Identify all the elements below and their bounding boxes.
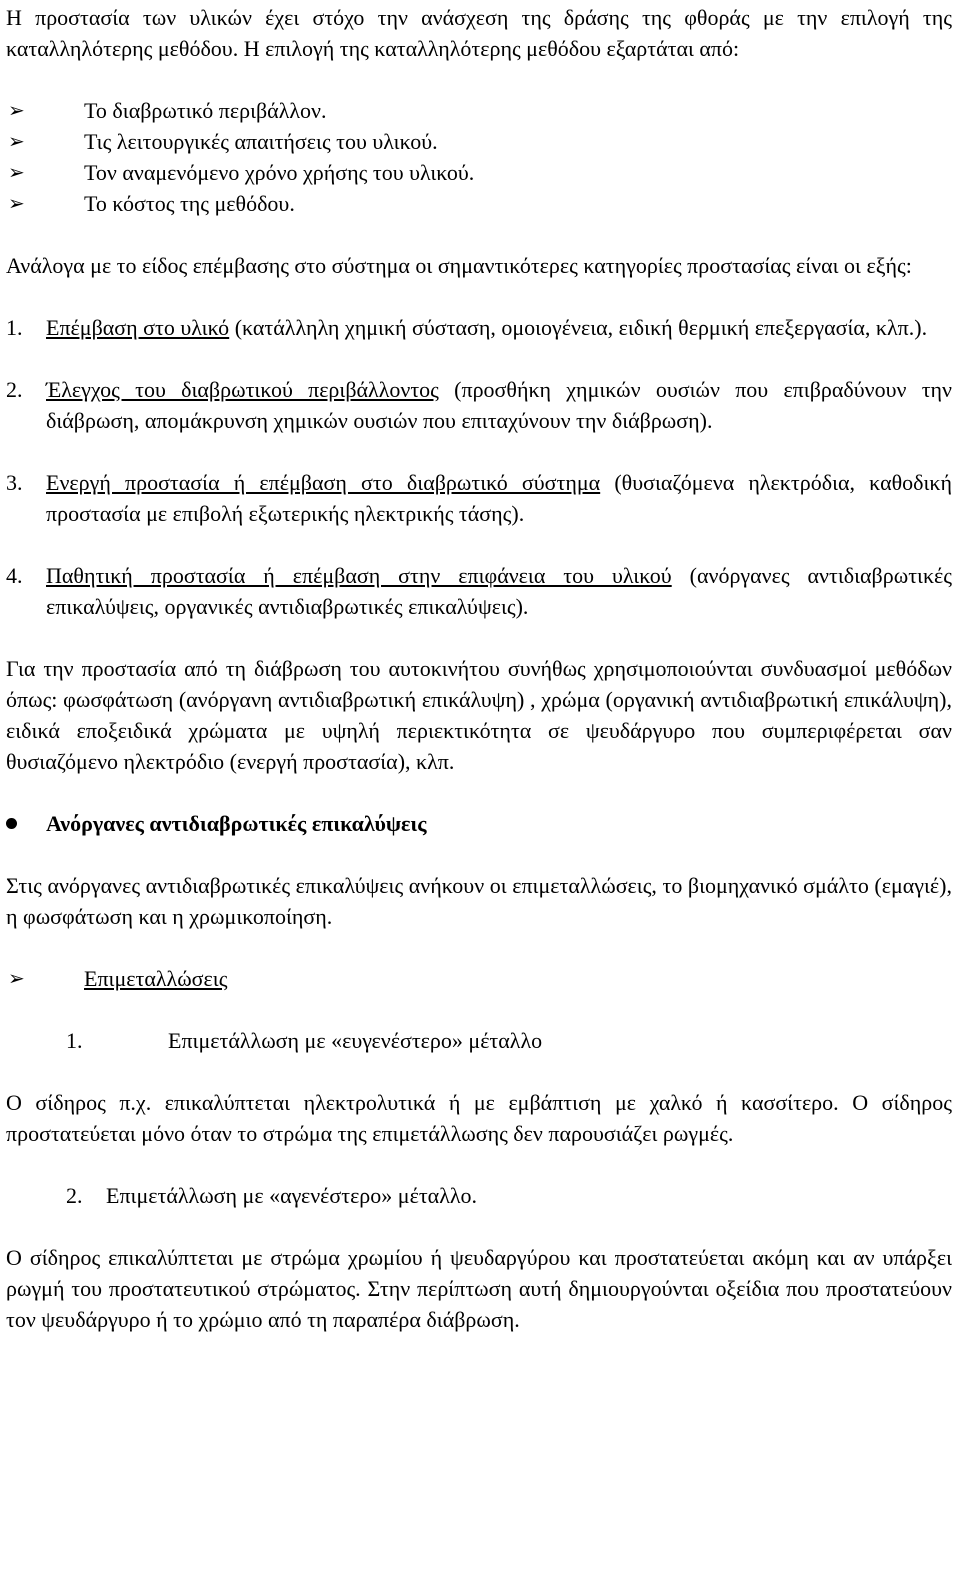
list-item: ➢ Τις λειτουργικές απαιτήσεις του υλικού. [6,126,952,157]
intro-paragraph: Η προστασία των υλικών έχει στόχο την ανάσχεση της δράσης της φθοράς με την επιλογή της καταλληλότερης μεθόδου. Η επιλογή της καταλληλότερης μεθόδου εξαρτάται από: [6,5,952,61]
category-number: 1. [6,315,23,340]
arrow-bullet-icon: ➢ [8,191,25,215]
list-item: ➢ Τον αναμενόμενο χρόνο χρήσης του υλικού. [6,157,952,188]
category-number: 3. [6,470,23,495]
plating-1-paragraph: Ο σίδηρος π.χ. επικαλύπτεται ηλεκτρολυτικά ή με εμβάπτιση με χαλκό ή κασσίτερο. Ο σίδηρος προστατεύεται μόνο όταν το στρώμα της επιμετάλλωσης δεν παρουσιάζει ρωγμές. [6,1090,952,1146]
arrow-bullet-icon: ➢ [8,966,25,990]
list-item: ➢ Το κόστος της μεθόδου. [6,188,952,219]
categories-intro: Ανάλογα με το είδος επέμβασης στο σύστημα οι σημαντικότερες κατηγορίες προστασίας είναι οι εξής: [6,253,912,278]
category-description: (θυσιαζόμενα ηλεκτρόδια, καθοδική προστασία με επιβολή εξωτερικής ηλεκτρικής τάσης). [46,470,953,526]
document-page [6,2,952,1335]
plating-item [6,1180,952,1211]
category-title: Ενεργή προστασία ή επέμβαση στο διαβρωτικό σύστημα [46,470,601,495]
category-description: (προσθήκη χημικών ουσιών που επιβραδύνουν την διάβρωση, απομάκρυνση χημικών ουσιών που επιταχύνουν την διάβρωση). [46,377,952,433]
category-item [6,467,952,529]
arrow-bullet-icon: ➢ [8,129,25,153]
bullet-dot-icon [6,818,17,829]
category-item [6,560,952,622]
category-description: (κατάλληλη χημική σύσταση, ομοιογένεια, ειδική θερμική επεξεργασία, κλπ.). [229,315,928,340]
plating-title: Επιμετάλλωση με «αγενέστερο» μέταλλο. [106,1183,478,1208]
factors-list [6,95,952,219]
category-title: Παθητική προστασία ή επέμβαση στην επιφάνεια του υλικού [46,563,672,588]
plating-number: 2. [66,1183,83,1208]
category-item [6,374,952,436]
arrow-bullet-icon: ➢ [8,160,25,184]
car-protection-paragraph: Για την προστασία από τη διάβρωση του αυτοκινήτου συνήθως χρησιμοποιούνται συνδυασμοί μεθόδων όπως: φωσφάτωση (ανόργανη αντιδιαβρωτική επικάλυψη) , χρώμα (οργανική αντιδιαβρωτική επικάλυψη), ειδικά εποξειδικά χρώματα με υψηλή περιεκτικότητα σε ψευδάργυρο που συμπεριφέρεται σαν θυσιαζόμενο ηλεκτρόδιο (ενεργή προστασία), κλπ. [6,656,952,774]
inorganic-paragraph: Στις ανόργανες αντιδιαβρωτικές επικαλύψεις ανήκουν οι επιμεταλλώσεις, το βιομηχανικό σμάλτο (εμαγιέ), η φωσφάτωση και η χρωμικοποίηση. [6,873,952,929]
category-item [6,312,952,343]
category-number: 4. [6,563,23,588]
category-description: (ανόργανες αντιδιαβρωτικές επικαλύψεις, οργανικές αντιδιαβρωτικές επικαλύψεις). [46,563,953,619]
category-title: Έλεγχος του διαβρωτικού περιβάλλοντος [46,377,439,402]
section-heading: Ανόργανες αντιδιαβρωτικές επικαλύψεις [6,808,952,839]
category-title: Επέμβαση στο υλικό [46,315,230,340]
category-number: 2. [6,377,23,402]
plating-2-paragraph: Ο σίδηρος επικαλύπτεται με στρώμα χρωμίου ή ψευδαργύρου και προστατεύεται ακόμη και αν υπάρξει ρωγμή του προστατευτικού στρώματος. Στην περίπτωση αυτή δημιουργούνται οξείδια που προστατεύουν τον ψευδάργυρο ή το χρώμιο από τη παραπέρα διάβρωση. [6,1245,952,1332]
plating-item [6,1025,952,1056]
arrow-bullet-icon: ➢ [8,98,25,122]
subsection-heading: ➢ Επιμεταλλώσεις [6,963,952,994]
plating-title: Επιμετάλλωση με «ευγενέστερο» μέταλλο [168,1028,543,1053]
list-item: ➢ Το διαβρωτικό περιβάλλον. [6,95,952,126]
plating-number: 1. [66,1028,83,1053]
